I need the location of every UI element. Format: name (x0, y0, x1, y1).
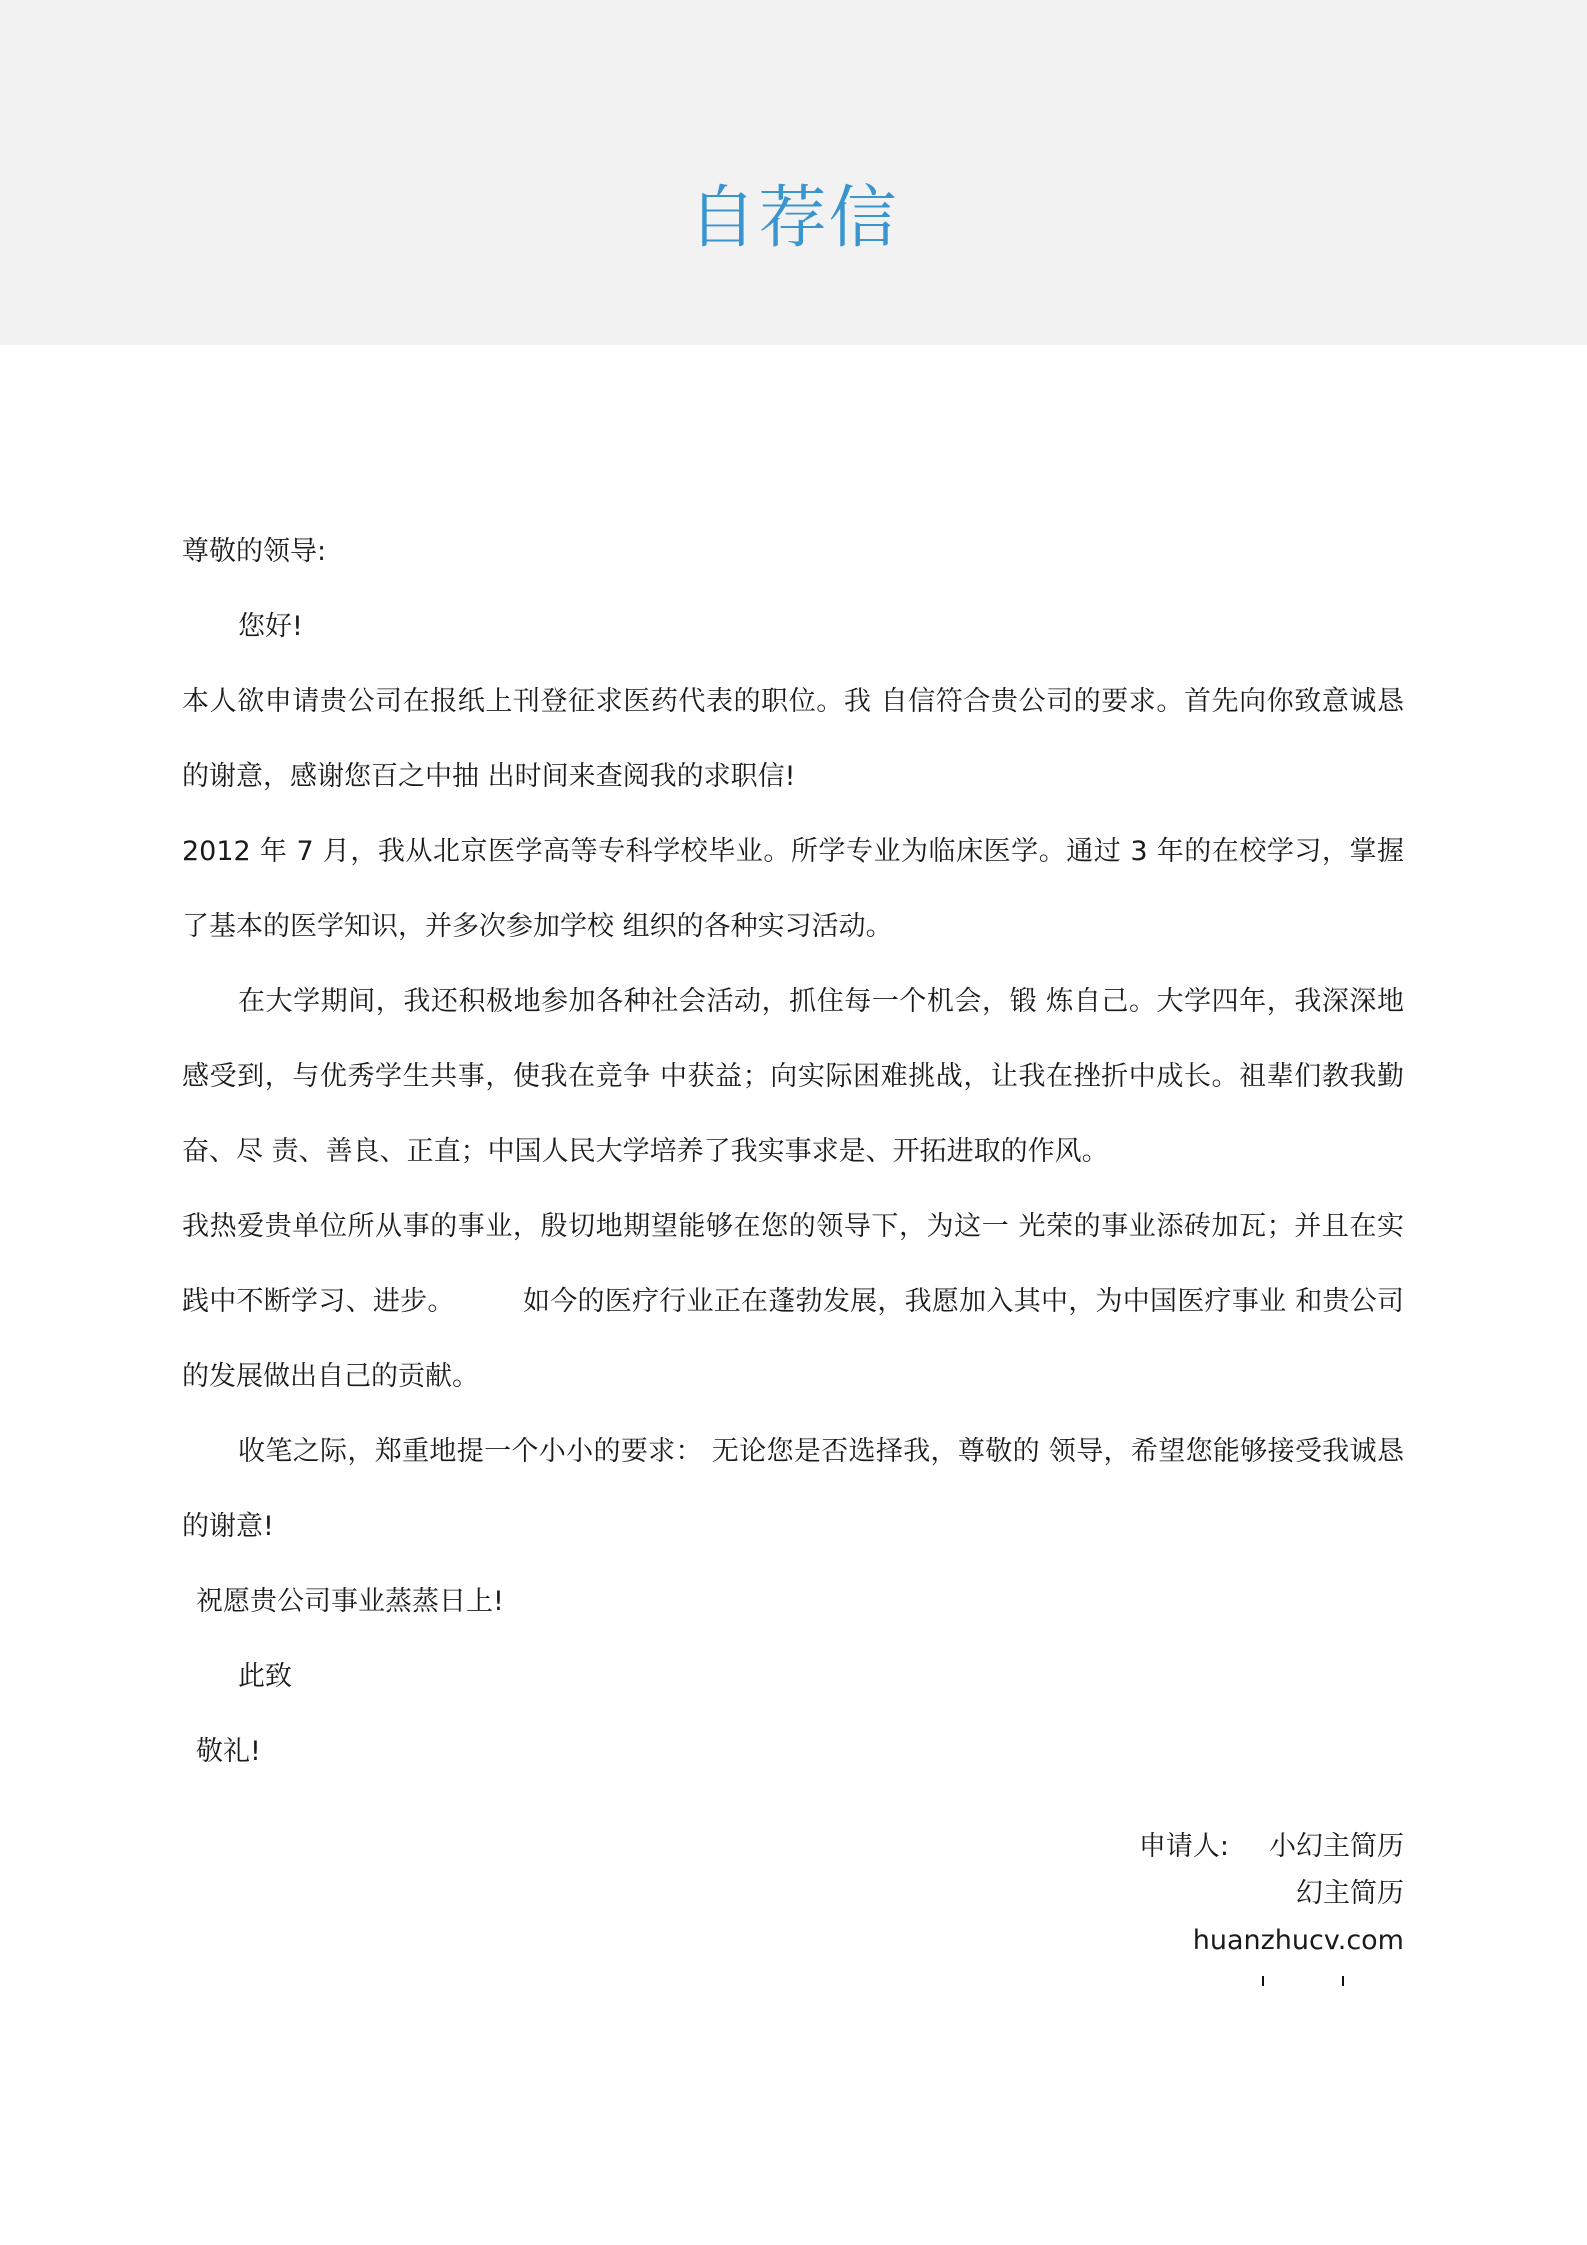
tick-mark (1262, 1976, 1264, 1986)
salutation: 您好! (238, 611, 303, 642)
paragraph-aspiration: 我热爱贵单位所从事的事业，殷切地期望能够在您的领导下，为这一 光荣的事业添砖加瓦；并且在实践中不断学习、进步。 如今的医疗行业正在蓬勃发展，我愿加入其中，为中国医疗事业 和贵公司的发展做出自己的贡献。 (182, 1211, 1404, 1392)
closing-regards: 敬礼! (196, 1736, 261, 1767)
letter-body (182, 514, 1404, 1789)
tick-mark (1342, 1976, 1344, 1986)
header-band (0, 0, 1587, 345)
tick-marks (1260, 1976, 1350, 1988)
paragraph-request: 收笔之际，郑重地提一个小小的要求： 无论您是否选择我，尊敬的 领导，希望您能够接受我诚恳的谢意! (182, 1436, 1404, 1542)
applicant-name: 小幻主简历 (1269, 1831, 1404, 1862)
signature-block (1139, 1823, 1404, 1964)
greeting: 尊敬的领导: (182, 536, 327, 567)
paragraph-application: 本人欲申请贵公司在报纸上刊登征求医药代表的职位。我 自信符合贵公司的要求。首先向你致意诚恳的谢意，感谢您百之中抽 出时间来查阅我的求职信! (182, 686, 1404, 792)
closing-to: 此致 (238, 1661, 292, 1692)
signature-line-2: 幻主简历 (1296, 1878, 1404, 1909)
paragraph-university: 在大学期间，我还积极地参加各种社会活动，抓住每一个机会，锻 炼自己。大学四年，我深深地感受到，与优秀学生共事，使我在竞争 中获益；向实际困难挑战，让我在挫折中成长。祖辈们教我勤奋、尽 责、善良、正直；中国人民大学培养了我实事求是、开拓进取的作风。 (182, 986, 1404, 1167)
signature-row (1139, 1823, 1404, 1870)
signature-website: huanzhucv.com (1192, 1925, 1404, 1956)
closing-wish: 祝愿贵公司事业蒸蒸日上! (196, 1586, 504, 1617)
paragraph-education: 2012 年 7 月，我从北京医学高等专科学校毕业。所学专业为临床医学。通过 3 年的在校学习，掌握了基本的医学知识，并多次参加学校 组织的各种实习活动。 (182, 836, 1404, 942)
page-title: 自荐信 (688, 178, 899, 258)
applicant-label: 申请人: (1138, 1831, 1229, 1862)
